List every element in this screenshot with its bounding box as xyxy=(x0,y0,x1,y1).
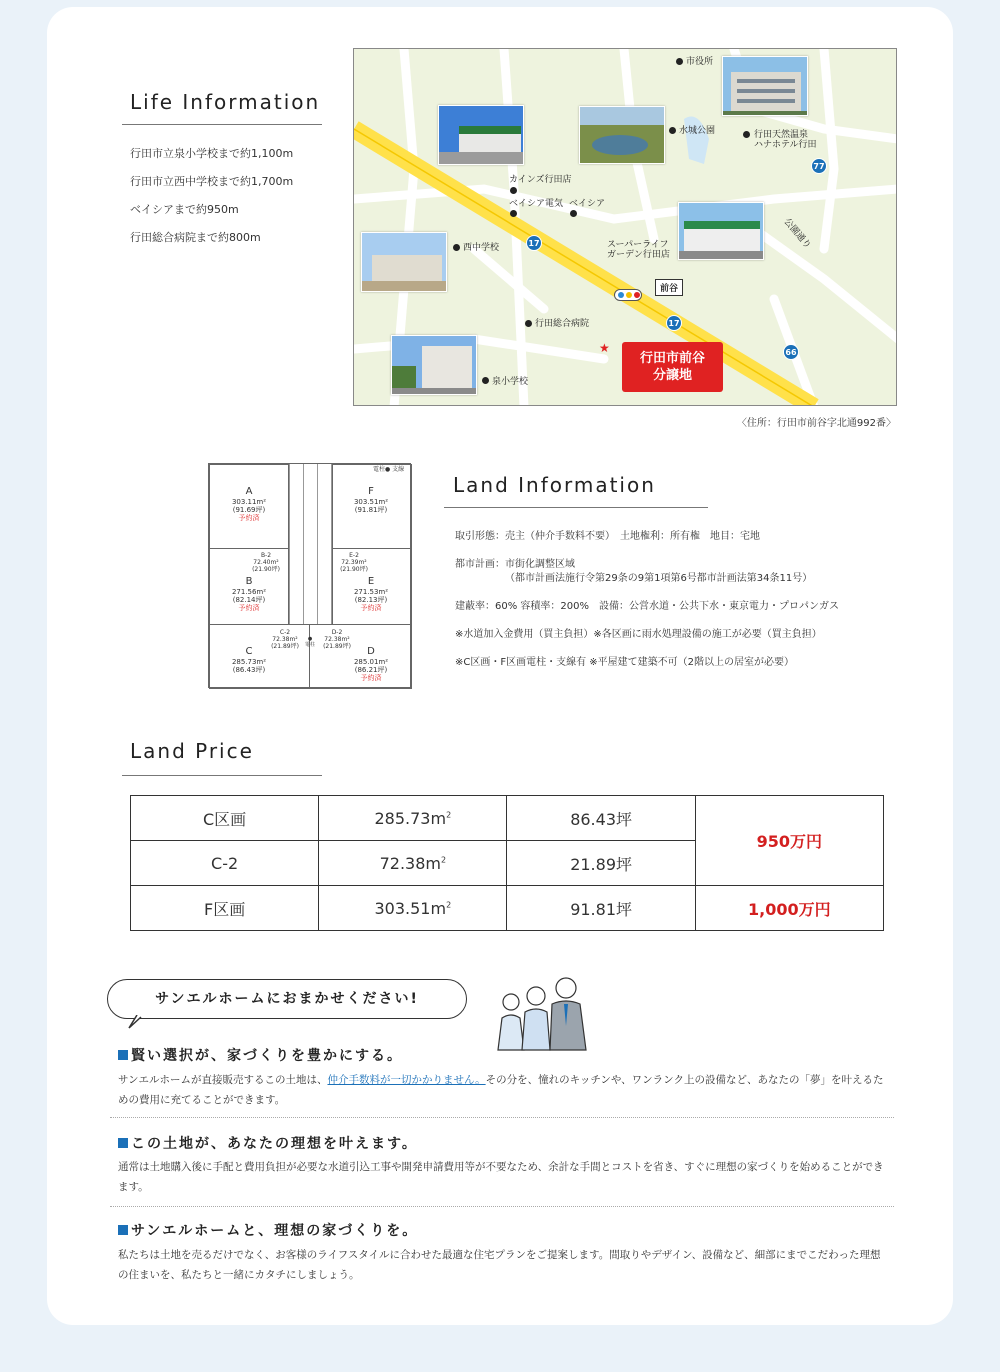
pin xyxy=(570,210,577,217)
map-label-park-street: 公園通り xyxy=(781,216,813,252)
life-info-title: Life Information xyxy=(130,90,321,114)
site-star-icon: ★ xyxy=(599,341,610,355)
pin xyxy=(482,377,489,384)
map-label-cainz: カインズ行田店 xyxy=(509,175,572,185)
land-price-title: Land Price xyxy=(130,739,254,763)
land-info-title: Land Information xyxy=(453,473,656,497)
pin xyxy=(525,320,532,327)
route-17-icon: 17 xyxy=(666,315,682,331)
area-map xyxy=(353,48,897,406)
lot-d2: D-2 72.38m² (21.89坪) xyxy=(323,629,351,650)
land-info-line: （都市計画法施行令第29条の9第1項第6号都市計画法第34条11号） xyxy=(505,573,813,584)
area-cell: $303.51m^2$ xyxy=(319,886,507,931)
site-marker xyxy=(622,342,723,392)
bubble-tail-icon xyxy=(125,1015,143,1029)
heading-3: サンエルホームと、理想の家づくりを。 xyxy=(118,1220,418,1240)
land-info-line: 都市計画：市街化調整区域 xyxy=(455,559,575,570)
dotted-divider xyxy=(110,1206,894,1207)
land-price-underline xyxy=(122,775,322,776)
lot-f: F 303.51m² (91.81坪) xyxy=(353,486,389,514)
map-label-onsen-1: 行田天然温泉 xyxy=(754,130,809,140)
pin xyxy=(510,210,517,217)
tsubo-cell: 91.81坪 xyxy=(507,886,695,931)
land-info-underline xyxy=(444,507,708,508)
tsubo-cell: 86.43坪 xyxy=(507,796,695,841)
lot-cell: C-2 xyxy=(131,841,319,886)
land-info-line: 取引形態：売主（仲介手数料不要） 土地権利：所有権 地目：宅地 xyxy=(455,531,760,542)
map-label-beisia-denki: ベイシア電気 xyxy=(509,199,564,209)
map-label-city-hall: 市役所 xyxy=(686,57,714,67)
pole-small: ● 電柱 xyxy=(304,636,315,648)
price-cell-f: 1,000万円 xyxy=(695,886,883,931)
pin xyxy=(676,58,683,65)
address: 〈住所：行田市前谷字北通992番〉 xyxy=(736,418,896,429)
traffic-signal-icon xyxy=(614,289,642,301)
nishi-jhs-photo xyxy=(361,232,447,292)
lot-cell: C区画 xyxy=(131,796,319,841)
life-info-list xyxy=(130,146,293,258)
route-17-icon: 17 xyxy=(526,235,542,251)
road-line xyxy=(289,464,290,624)
pin xyxy=(669,127,676,134)
map-label-nishi-jhs: 西中学校 xyxy=(463,243,500,253)
land-info-list xyxy=(455,530,839,684)
lot-c: C 285.73m² (86.43坪) xyxy=(231,646,267,674)
pin xyxy=(453,244,460,251)
area-cell: $72.38m^2$ xyxy=(319,841,507,886)
izumi-es-photo xyxy=(391,335,477,395)
super-life-photo xyxy=(678,202,764,260)
life-item: 行田市立西中学校まで約1,700m xyxy=(130,175,294,188)
cainz-photo xyxy=(438,105,524,165)
life-info-underline xyxy=(122,124,322,125)
site-subname: 分譲地 xyxy=(652,368,692,383)
lot-a: A 303.11m² (91.69坪) 予約済 xyxy=(231,486,267,522)
city-hall-photo xyxy=(722,56,808,116)
map-label-mizuki-park: 水城公園 xyxy=(679,126,716,136)
lot-d: D 285.01m² (86.21坪) 予約済 xyxy=(353,646,389,682)
map-label-maeya: 前谷 xyxy=(655,279,683,296)
area-cell: $285.73m^2$ xyxy=(319,796,507,841)
road-line xyxy=(331,464,332,624)
land-info-line: ※C区画・F区画電柱・支線有 ※平屋建て建築不可（2階以上の居室が必要） xyxy=(455,657,795,668)
pin xyxy=(743,131,750,138)
road-line xyxy=(317,464,318,624)
life-item: 行田市立泉小学校まで約1,100m xyxy=(130,147,294,160)
lot-e: E 271.53m² (82.13坪) 予約済 xyxy=(353,576,389,612)
route-77-icon: 77 xyxy=(811,158,827,174)
price-cell-c: 950万円 xyxy=(695,796,883,886)
square-bullet-icon xyxy=(118,1225,128,1235)
price-table xyxy=(130,795,884,931)
heading-1: 賢い選択が、家づくりを豊かにする。 xyxy=(118,1045,403,1065)
pole-label: 電柱● 支線 xyxy=(373,466,405,473)
square-bullet-icon xyxy=(118,1138,128,1148)
table-row xyxy=(131,796,884,841)
map-label-super-life-2: ガーデン行田店 xyxy=(607,250,670,260)
paragraph-2: 通常は土地購入後に手配と費用負担が必要な水道引込工事や開発申請費用等が不要なため、余計な手間とコストを省き、すぐに理想の家づくりを始めることができます。 xyxy=(118,1161,884,1193)
route-66-icon: 66 xyxy=(783,344,799,360)
map-label-beisia: ベイシア xyxy=(569,199,606,209)
square-bullet-icon xyxy=(118,1050,128,1060)
lot-b: B 271.56m² (82.14坪) 予約済 xyxy=(231,576,267,612)
mizuki-park-photo xyxy=(579,106,665,164)
map-label-hospital: 行田総合病院 xyxy=(535,319,590,329)
lot-b2: B-2 72.40m² (21.90坪) xyxy=(252,552,280,573)
lot-e2: E-2 72.39m² (21.90坪) xyxy=(340,552,368,573)
speech-bubble: サンエルホームにおまかせください! xyxy=(107,979,467,1019)
map-label-super-life-1: スーパーライフ xyxy=(607,240,669,250)
land-info-line: 建蔽率：60% 容積率：200% 設備：公営水道・公共下水・東京電力・プロパンガス xyxy=(455,601,839,612)
paragraph-1: サンエルホームが直接販売するこの土地は、仲介手数料が一切かかりません。その分を、憧れのキッチンや、ワンランク上の設備など、あなたの「夢」を叶えるための費用に充てることができます。 xyxy=(118,1074,884,1106)
site-name: 行田市前谷 xyxy=(639,351,705,366)
heading-2: この土地が、あなたの理想を叶えます。 xyxy=(118,1133,418,1153)
pin xyxy=(510,187,517,194)
lot-cell: F区画 xyxy=(131,886,319,931)
life-item: 行田総合病院まで約800m xyxy=(130,231,261,244)
land-info-line: ※水道加入金費用（買主負担）※各区画に雨水処理設備の施工が必要（買主負担） xyxy=(455,629,822,640)
life-item: ベイシアまで約950m xyxy=(130,203,239,216)
road-line xyxy=(303,464,304,624)
lot-c2: C-2 72.38m² (21.89坪) xyxy=(271,629,299,650)
map-label-onsen-2: ハナホテル行田 xyxy=(754,140,817,150)
map-label-izumi-es: 泉小学校 xyxy=(492,377,529,387)
table-row xyxy=(131,886,884,931)
tsubo-cell: 21.89坪 xyxy=(507,841,695,886)
plot-plan xyxy=(208,463,411,688)
dotted-divider xyxy=(110,1117,894,1118)
staff-illustration-icon xyxy=(494,976,592,1056)
paragraph-3: 私たちは土地を売るだけでなく、お客様のライフスタイルに合わせた最適な住宅プランをご提案します。間取りやデザイン、設備など、細部にまでこだわった理想の住まいを、私たちと一緒にカタチにしましょう。 xyxy=(118,1249,881,1281)
